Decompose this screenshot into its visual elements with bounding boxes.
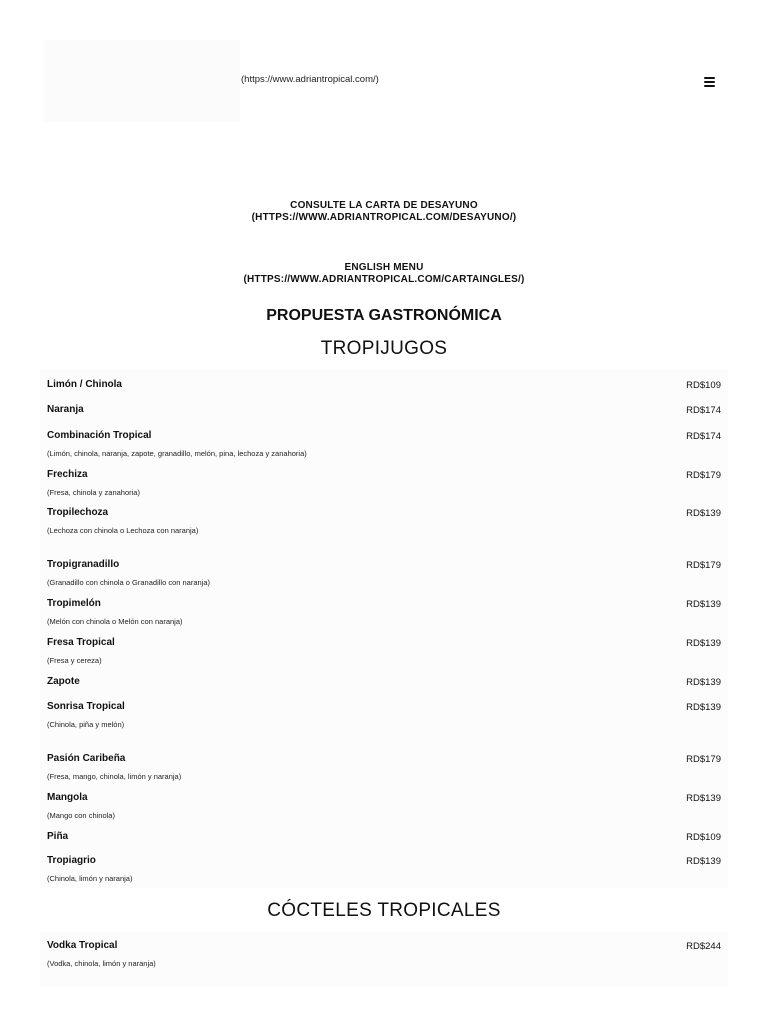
- item-name: Vodka Tropical: [47, 940, 118, 951]
- item-description: (Lechoza con chinola o Lechoza con naranja): [47, 526, 199, 535]
- item-price: RD$109: [686, 832, 721, 843]
- item-name: Mangola: [47, 792, 88, 803]
- item-description: (Chinola, piña y melón): [47, 720, 125, 729]
- item-price: RD$139: [686, 638, 721, 649]
- logo-placeholder[interactable]: [45, 40, 240, 122]
- english-link-line1: ENGLISH MENU: [344, 262, 424, 273]
- item-name: Naranja: [47, 404, 84, 415]
- page-heading: PROPUESTA GASTRONÓMICA: [266, 307, 502, 324]
- item-price: RD$179: [686, 754, 721, 765]
- menu-bar: [704, 81, 715, 83]
- menu-bar: [704, 77, 715, 79]
- item-price: RD$139: [686, 508, 721, 519]
- item-description: (Fresa y cereza): [47, 656, 102, 665]
- breakfast-menu-link[interactable]: [0, 200, 768, 224]
- item-name: Tropiagrio: [47, 855, 96, 866]
- item-name: Tropimelón: [47, 598, 101, 609]
- category-title-tropijugos: TROPIJUGOS: [320, 338, 448, 359]
- category-title-cocteles: CÓCTELES TROPICALES: [267, 900, 501, 921]
- item-description: (Limón, chinola, naranja, zapote, granadillo, melón, pina, lechoza y zanahoria): [47, 449, 307, 458]
- item-name: Frechiza: [47, 469, 88, 480]
- item-price: RD$174: [686, 405, 721, 416]
- item-price: RD$179: [686, 470, 721, 481]
- hamburger-menu-icon[interactable]: [703, 75, 717, 87]
- item-price: RD$244: [686, 941, 721, 952]
- home-link[interactable]: (https://www.adriantropical.com/): [241, 74, 379, 85]
- item-name: Zapote: [47, 676, 80, 687]
- item-name: Combinación Tropical: [47, 430, 152, 441]
- item-name: Limón / Chinola: [47, 379, 122, 390]
- item-description: (Melón con chinola o Melón con naranja): [47, 617, 183, 626]
- item-description: (Fresa, mango, chinola, limón y naranja): [47, 772, 182, 781]
- item-name: Sonrisa Tropical: [47, 701, 125, 712]
- english-link-line2: (HTTPS://WWW.ADRIANTROPICAL.COM/CARTAINGLES/): [243, 274, 525, 285]
- item-description: (Mango con chinola): [47, 811, 115, 820]
- item-price: RD$139: [686, 702, 721, 713]
- item-description: (Granadillo con chinola o Granadillo con naranja): [47, 578, 211, 587]
- breakfast-link-line2: (HTTPS://WWW.ADRIANTROPICAL.COM/DESAYUNO/): [251, 212, 517, 223]
- item-price: RD$174: [686, 431, 721, 442]
- item-name: Fresa Tropical: [47, 637, 115, 648]
- menu-panel-tropijugos: [40, 370, 728, 888]
- item-price: RD$139: [686, 856, 721, 867]
- item-description: (Fresa, chinola y zanahoria): [47, 488, 140, 497]
- item-description: (Vodka, chinola, limón y naranja): [47, 959, 156, 968]
- site-header: [0, 0, 768, 125]
- item-name: Piña: [47, 831, 69, 842]
- item-name: Tropigranadillo: [47, 559, 120, 570]
- menu-bar: [704, 85, 715, 87]
- english-menu-link[interactable]: [0, 262, 768, 286]
- breakfast-link-line1: CONSULTE LA CARTA DE DESAYUNO: [290, 200, 478, 211]
- item-description: (Chinola, limón y naranja): [47, 874, 133, 883]
- item-price: RD$139: [686, 793, 721, 804]
- item-name: Pasión Caribeña: [47, 753, 126, 764]
- item-price: RD$179: [686, 560, 721, 571]
- item-name: Tropilechoza: [47, 507, 109, 518]
- item-price: RD$139: [686, 677, 721, 688]
- item-price: RD$109: [686, 380, 721, 391]
- item-price: RD$139: [686, 599, 721, 610]
